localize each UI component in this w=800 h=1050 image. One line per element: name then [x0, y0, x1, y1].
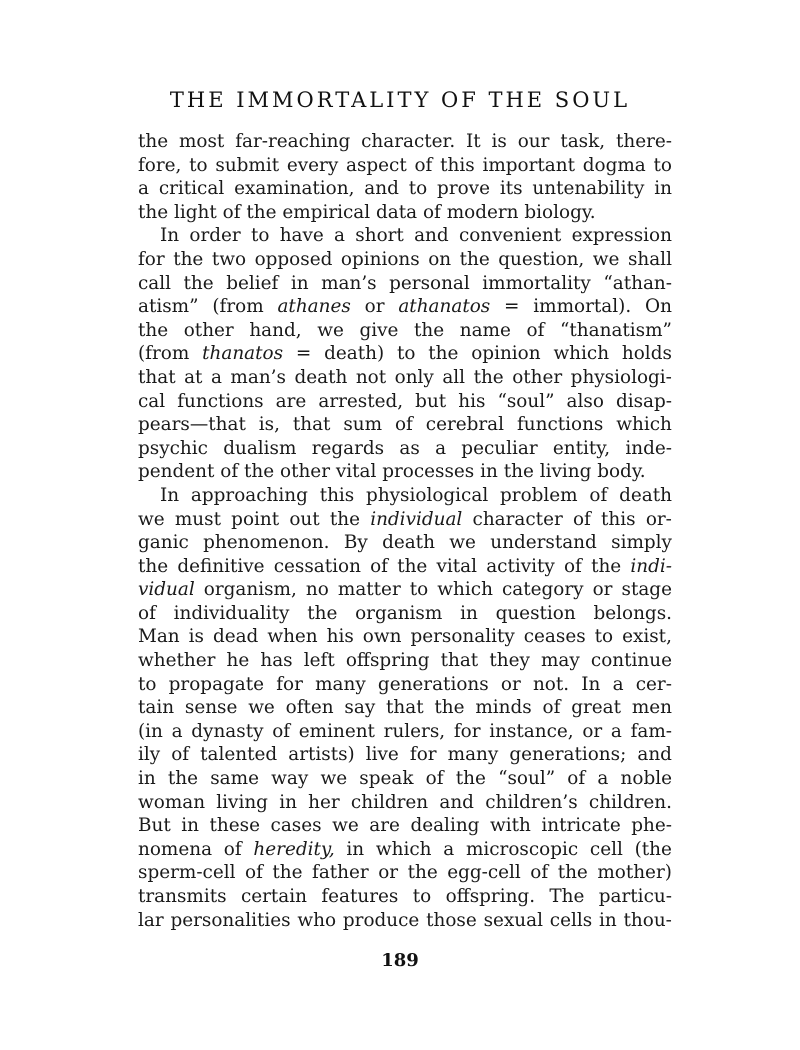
text-line: of individuality the organism in question belongs.	[138, 602, 672, 624]
text-line: fore, to submit every aspect of this important dogma to	[138, 154, 672, 176]
text-line: to propagate for many generations or not. In a cer-	[138, 673, 672, 695]
text-line: whether he has left offspring that they may continue	[138, 650, 672, 672]
running-head: THE IMMORTALITY OF THE SOUL	[169, 88, 631, 112]
text-line: the definitive cessation of the vital activity of the indi-	[138, 555, 672, 577]
text-line: psychic dualism regards as a peculiar entity, inde-	[138, 437, 672, 459]
text-line: ganic phenomenon. By death we understand simply	[138, 532, 672, 554]
text-line: pendent of the other vital processes in the living body.	[138, 461, 646, 483]
text-line: the other hand, we give the name of “thanatism”	[138, 319, 672, 341]
text-line: for the two opposed opinions on the question, we shall	[138, 248, 672, 270]
text-line: in the same way we speak of the “soul” of a noble	[138, 768, 672, 790]
page-number: 189	[381, 950, 419, 971]
text-line: (in a dynasty of eminent rulers, for instance, or a fam-	[138, 720, 672, 742]
text-line: the most far-reaching character. It is our task, there-	[138, 131, 672, 152]
text-line: we must point out the individual character of this or-	[138, 508, 672, 530]
paragraph-1	[138, 130, 672, 224]
text-line: In order to have a short and convenient expression	[160, 225, 672, 247]
text-line: call the belief in man’s personal immortality “athan-	[138, 272, 672, 294]
text-line: vidual organism, no matter to which category or stage	[138, 579, 672, 601]
text-line: pears—that is, that sum of cerebral functions which	[138, 414, 672, 436]
body-text	[138, 130, 672, 932]
text-line: nomena of heredity, in which a microscopic cell (the	[138, 838, 672, 860]
text-line: In approaching this physiological problem of death	[160, 484, 672, 506]
text-line: tain sense we often say that the minds of great men	[138, 697, 672, 719]
text-line: lar personalities who produce those sexual cells in thou-	[138, 909, 672, 931]
text-line: Man is dead when his own personality ceases to exist,	[138, 626, 672, 648]
text-line: woman living in her children and children’s children.	[138, 791, 672, 813]
text-line: that at a man’s death not only all the other physiologi-	[138, 366, 672, 388]
text-line: But in these cases we are dealing with intricate phe-	[138, 815, 672, 837]
paragraph-2	[138, 224, 672, 484]
text-line: a critical examination, and to prove its untenability in	[138, 178, 672, 200]
text-line: transmits certain features to offspring. The particu-	[138, 886, 672, 907]
text-line: ily of talented artists) live for many generations; and	[138, 744, 672, 766]
text-line: atism” (from athanes or athanatos = immortal). On	[138, 296, 672, 318]
text-line: sperm-cell of the father or the egg-cell of the mother)	[138, 862, 672, 884]
text-line: (from thanatos = death) to the opinion which holds	[138, 343, 672, 365]
text-line: cal functions are arrested, but his “soul” also disap-	[138, 390, 672, 412]
text-line: the light of the empirical data of modern biology.	[138, 201, 596, 223]
paragraph-3	[138, 484, 672, 932]
